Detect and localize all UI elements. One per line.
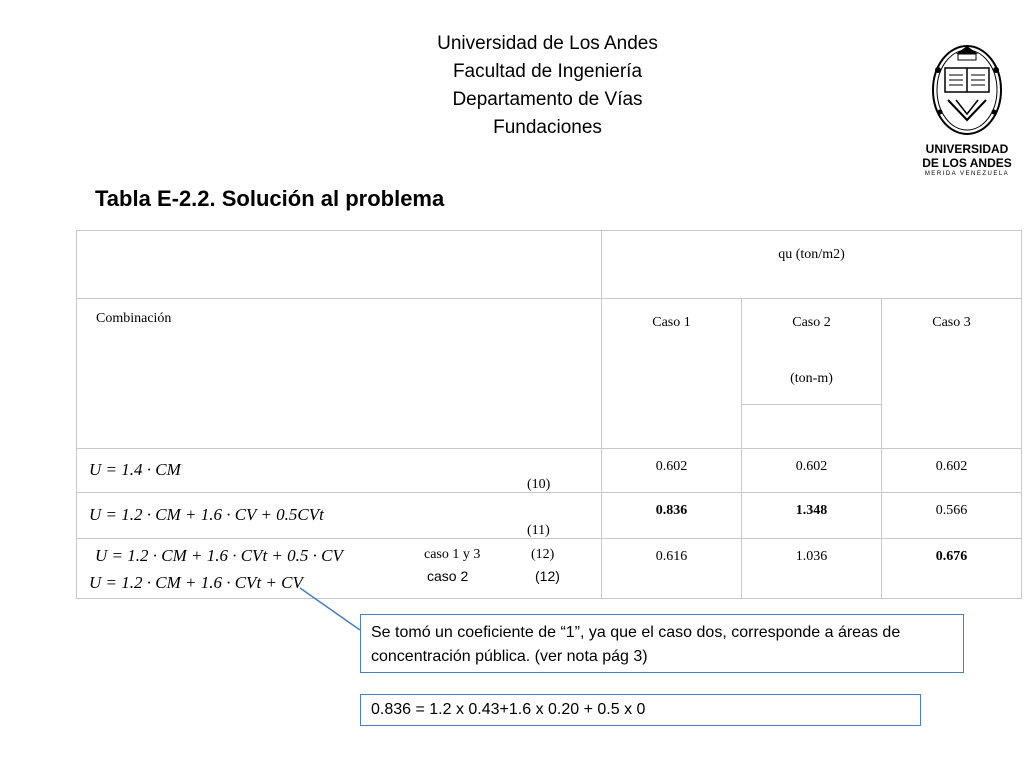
faculty-name: Facultad de Ingeniería — [452, 61, 643, 82]
case-label: caso 1 y 3 — [424, 547, 481, 562]
case-label: caso 2 — [427, 568, 469, 584]
value-cell: 0.836 — [602, 493, 742, 539]
value-cell: 0.602 — [602, 449, 742, 493]
value-cell: 0.602 — [882, 449, 1022, 493]
case1-header: Caso 1 — [602, 299, 742, 449]
course-name: Fundaciones — [493, 117, 602, 138]
equation-number: (11) — [527, 523, 550, 538]
case2-unit: (ton-m) — [790, 371, 833, 386]
equation-12-case2: U = 1.2 · CM + 1.6 · CVt + CV — [89, 573, 303, 592]
value-cell: 0.602 — [742, 449, 882, 493]
case3-header: Caso 3 — [882, 299, 1022, 449]
logo-text-line2: DE LOS ANDES — [922, 156, 1012, 170]
equation-12-case1-3: U = 1.2 · CM + 1.6 · CVt + 0.5 · CV — [95, 546, 343, 565]
equation-number: (12) — [535, 568, 560, 584]
coefficient-note: Se tomó un coeficiente de “1”, ya que el caso dos, corresponde a áreas de concentración pública. (ver nota pág 3) — [360, 614, 964, 673]
qu-header: qu (ton/m2) — [602, 231, 1022, 299]
logo-text-line3: MERIDA VENEZUELA — [924, 171, 1010, 177]
equation-number: (12) — [531, 547, 555, 562]
value-cell: 1.036 — [742, 539, 882, 599]
equation-10: U = 1.4 · CM — [89, 460, 181, 479]
value-cell: 0.616 — [602, 539, 742, 599]
equation-number: (10) — [527, 477, 551, 492]
logo-text-line1: UNIVERSIDAD — [925, 142, 1009, 156]
university-name: Universidad de Los Andes — [437, 33, 658, 54]
department-name: Departamento de Vías — [452, 89, 643, 110]
case2-header: Caso 2 — [792, 315, 831, 330]
equation-11: U = 1.2 · CM + 1.6 · CV + 0.5CVt — [89, 505, 324, 524]
value-cell: 0.566 — [882, 493, 1022, 539]
calculation-note: 0.836 = 1.2 x 0.43+1.6 x 0.20 + 0.5 x 0 — [360, 694, 921, 726]
table-title: Tabla E-2.2. Solución al problema — [95, 186, 445, 211]
value-cell: 0.676 — [882, 539, 1022, 599]
value-cell: 1.348 — [742, 493, 882, 539]
combination-header: Combinación — [77, 299, 602, 449]
